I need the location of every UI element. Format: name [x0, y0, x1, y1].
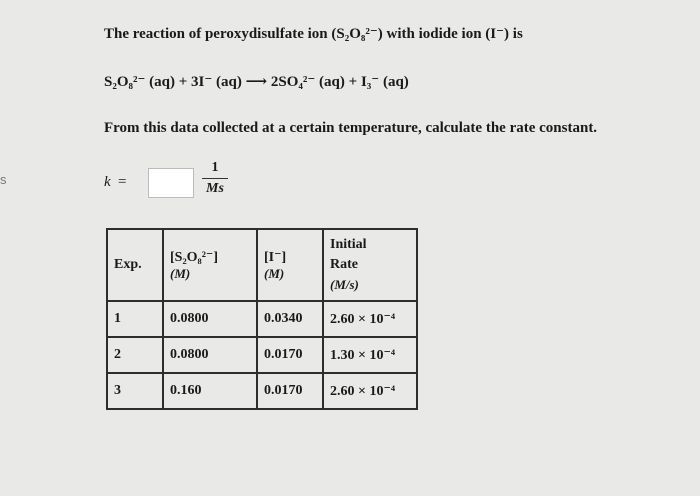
header-rate-line1: Initial — [330, 237, 367, 252]
table-row — [107, 301, 417, 337]
question-intro: The reaction of peroxydisulfate ion (S₂O₈²⁻) with iodide ion (I⁻) is — [104, 26, 523, 42]
equals-sign: = — [118, 174, 127, 190]
cell-exp: 2 — [107, 337, 163, 373]
unit-denominator: Ms — [206, 181, 224, 196]
header-exp: Exp. — [107, 229, 163, 301]
table-row — [107, 337, 417, 373]
cell-iodide: 0.0170 — [257, 337, 323, 373]
cell-s2o8: 0.0800 — [163, 337, 257, 373]
cell-iodide: 0.0340 — [257, 301, 323, 337]
header-s2o8-unit: (M) — [170, 265, 191, 281]
table-header-row — [107, 229, 417, 301]
header-rate-line2: Rate — [330, 257, 358, 272]
reaction-equation: S₂O₈²⁻ (aq) + 3I⁻ (aq) ⟶ 2SO₄²⁻ (aq) + I₃⁻ (aq) — [104, 74, 409, 90]
cell-iodide: 0.0170 — [257, 373, 323, 409]
fraction-bar — [202, 178, 228, 179]
cell-rate: 2.60 × 10⁻⁴ — [323, 373, 417, 409]
table-row — [107, 373, 417, 409]
cell-rate: 1.30 × 10⁻⁴ — [323, 337, 417, 373]
header-iodide-unit: (M) — [264, 265, 285, 281]
header-s2o8 — [163, 229, 257, 301]
question-prompt: From this data collected at a certain temperature, calculate the rate constant. — [104, 120, 598, 136]
header-iodide-label: [I⁻] — [264, 249, 287, 265]
unit-numerator: 1 — [211, 160, 219, 175]
cell-rate: 2.60 × 10⁻⁴ — [323, 301, 417, 337]
cell-s2o8: 0.0800 — [163, 301, 257, 337]
side-tab-letter: s — [0, 172, 7, 187]
k-label: k — [104, 174, 111, 190]
header-rate-unit: (M/s) — [330, 277, 359, 292]
cell-exp: 3 — [107, 373, 163, 409]
header-rate — [323, 229, 417, 301]
header-s2o8-label: [S₂O₈²⁻] — [170, 249, 218, 265]
rate-constant-input[interactable] — [148, 168, 194, 198]
cell-exp: 1 — [107, 301, 163, 337]
header-iodide — [257, 229, 323, 301]
data-table — [106, 228, 418, 410]
cell-s2o8: 0.160 — [163, 373, 257, 409]
answer-unit — [202, 160, 228, 197]
